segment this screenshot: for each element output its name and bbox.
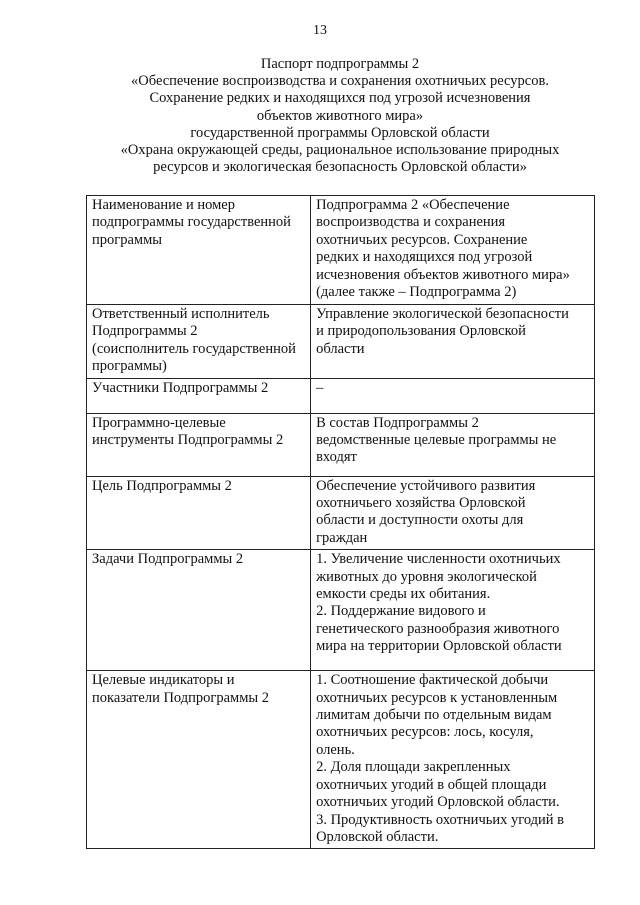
cell-text-line: Наименование и номер <box>92 197 235 213</box>
row-value <box>311 378 595 413</box>
title-line: объектов животного мира» <box>256 107 424 124</box>
row-value <box>311 671 595 849</box>
title-line: Сохранение редких и находящихся под угрозой исчезновения <box>149 90 531 107</box>
cell-text-line: и природопользования Орловской <box>316 323 526 340</box>
cell-text-line: 2. Поддержание видового и <box>316 603 486 620</box>
title-line: государственной программы Орловской области <box>190 124 490 141</box>
cell-text-line: воспроизводства и сохранения <box>316 214 506 231</box>
cell-text-line: инструменты Подпрограммы 2 <box>92 432 284 449</box>
cell-text-line: охотничьих угодий Орловской области. <box>316 794 560 811</box>
cell-text-line: охотничьих угодий в общей площади <box>316 776 547 793</box>
row-label <box>87 305 311 379</box>
cell-text-line: Управление экологической безопасности <box>316 306 569 322</box>
title-line: ресурсов и экологическая безопасность Орловской области» <box>153 159 527 176</box>
cell-text-line: мира на территории Орловской области <box>316 638 562 655</box>
cell-text-line: охотничьего хозяйства Орловской <box>316 495 526 512</box>
row-value <box>311 196 595 305</box>
row-label <box>87 550 311 671</box>
cell-text-line: редких и находящихся под угрозой <box>316 249 533 266</box>
cell-text-line: 2. Доля площади закрепленных <box>316 759 511 776</box>
row-value <box>311 476 595 550</box>
cell-text-line: (соисполнитель государственной <box>92 340 296 357</box>
passport-table <box>86 195 595 849</box>
cell-text-line: охотничьих ресурсов к установленным <box>316 689 558 706</box>
row-value <box>311 305 595 379</box>
cell-text-line: программы <box>92 231 162 248</box>
cell-text-line: генетического разнообразия животного <box>316 620 560 637</box>
cell-text-line: 1. Соотношение фактической добычи <box>316 672 549 689</box>
cell-text-line: охотничьих ресурсов: лось, косуля, <box>316 724 534 741</box>
table-row <box>87 196 595 305</box>
cell-text-line: Ответственный исполнитель <box>92 306 270 322</box>
row-label <box>87 378 311 413</box>
cell-text-line: области и доступности охоты для <box>316 512 524 529</box>
cell-text-line: исчезновения объектов животного мира» <box>316 266 570 283</box>
row-value <box>311 550 595 671</box>
table-row <box>87 671 595 849</box>
title-line: «Обеспечение воспроизводства и сохранения охотничьих ресурсов. <box>131 73 549 90</box>
cell-text-line: подпрограммы государственной <box>92 214 291 231</box>
cell-text-line: животных до уровня экологической <box>316 568 537 585</box>
row-label <box>87 196 311 305</box>
cell-text-line: олень. <box>316 741 355 758</box>
cell-text-line: Участники Подпрограммы 2 <box>92 379 269 396</box>
cell-text-line: Подпрограмма 2 «Обеспечение <box>316 197 510 213</box>
cell-text-line: лимитам добычи по отдельным видам <box>316 707 552 724</box>
document-title <box>60 56 620 176</box>
cell-text-line: Целевые индикаторы и <box>92 672 235 689</box>
title-line: «Охрана окружающей среды, рациональное использование природных <box>120 142 560 159</box>
cell-text-line: – <box>316 379 324 396</box>
cell-text-line: В состав Подпрограммы 2 <box>316 414 479 431</box>
cell-text-line: Орловской области. <box>316 828 439 845</box>
cell-text-line: 3. Продуктивность охотничьих угодий в <box>316 811 565 828</box>
cell-text-line: Задачи Подпрограммы 2 <box>92 551 244 568</box>
table-row <box>87 550 595 671</box>
cell-text-line: входят <box>316 449 357 466</box>
table-row <box>87 413 595 476</box>
table-row <box>87 305 595 379</box>
table-row <box>87 476 595 550</box>
cell-text-line: емкости среды их обитания. <box>316 586 491 603</box>
cell-text-line: граждан <box>316 529 368 546</box>
cell-text-line: показатели Подпрограммы 2 <box>92 689 269 706</box>
table-row <box>87 378 595 413</box>
title-line: Паспорт подпрограммы 2 <box>260 56 420 72</box>
row-label <box>87 476 311 550</box>
cell-text-line: Подпрограммы 2 <box>92 323 198 340</box>
cell-text-line: Программно-целевые <box>92 414 226 431</box>
cell-text-line: (далее также – Подпрограмма 2) <box>316 284 517 301</box>
cell-text-line: Цель Подпрограммы 2 <box>92 477 232 494</box>
row-value <box>311 413 595 476</box>
cell-text-line: охотничьих ресурсов. Сохранение <box>316 231 528 248</box>
page-number: 13 <box>313 23 327 38</box>
cell-text-line: программы) <box>92 358 167 375</box>
cell-text-line: 1. Увеличение численности охотничьих <box>316 551 561 568</box>
cell-text-line: области <box>316 340 365 357</box>
cell-text-line: ведомственные целевые программы не <box>316 432 557 449</box>
cell-text-line: Обеспечение устойчивого развития <box>316 477 536 494</box>
row-label <box>87 671 311 849</box>
row-label <box>87 413 311 476</box>
